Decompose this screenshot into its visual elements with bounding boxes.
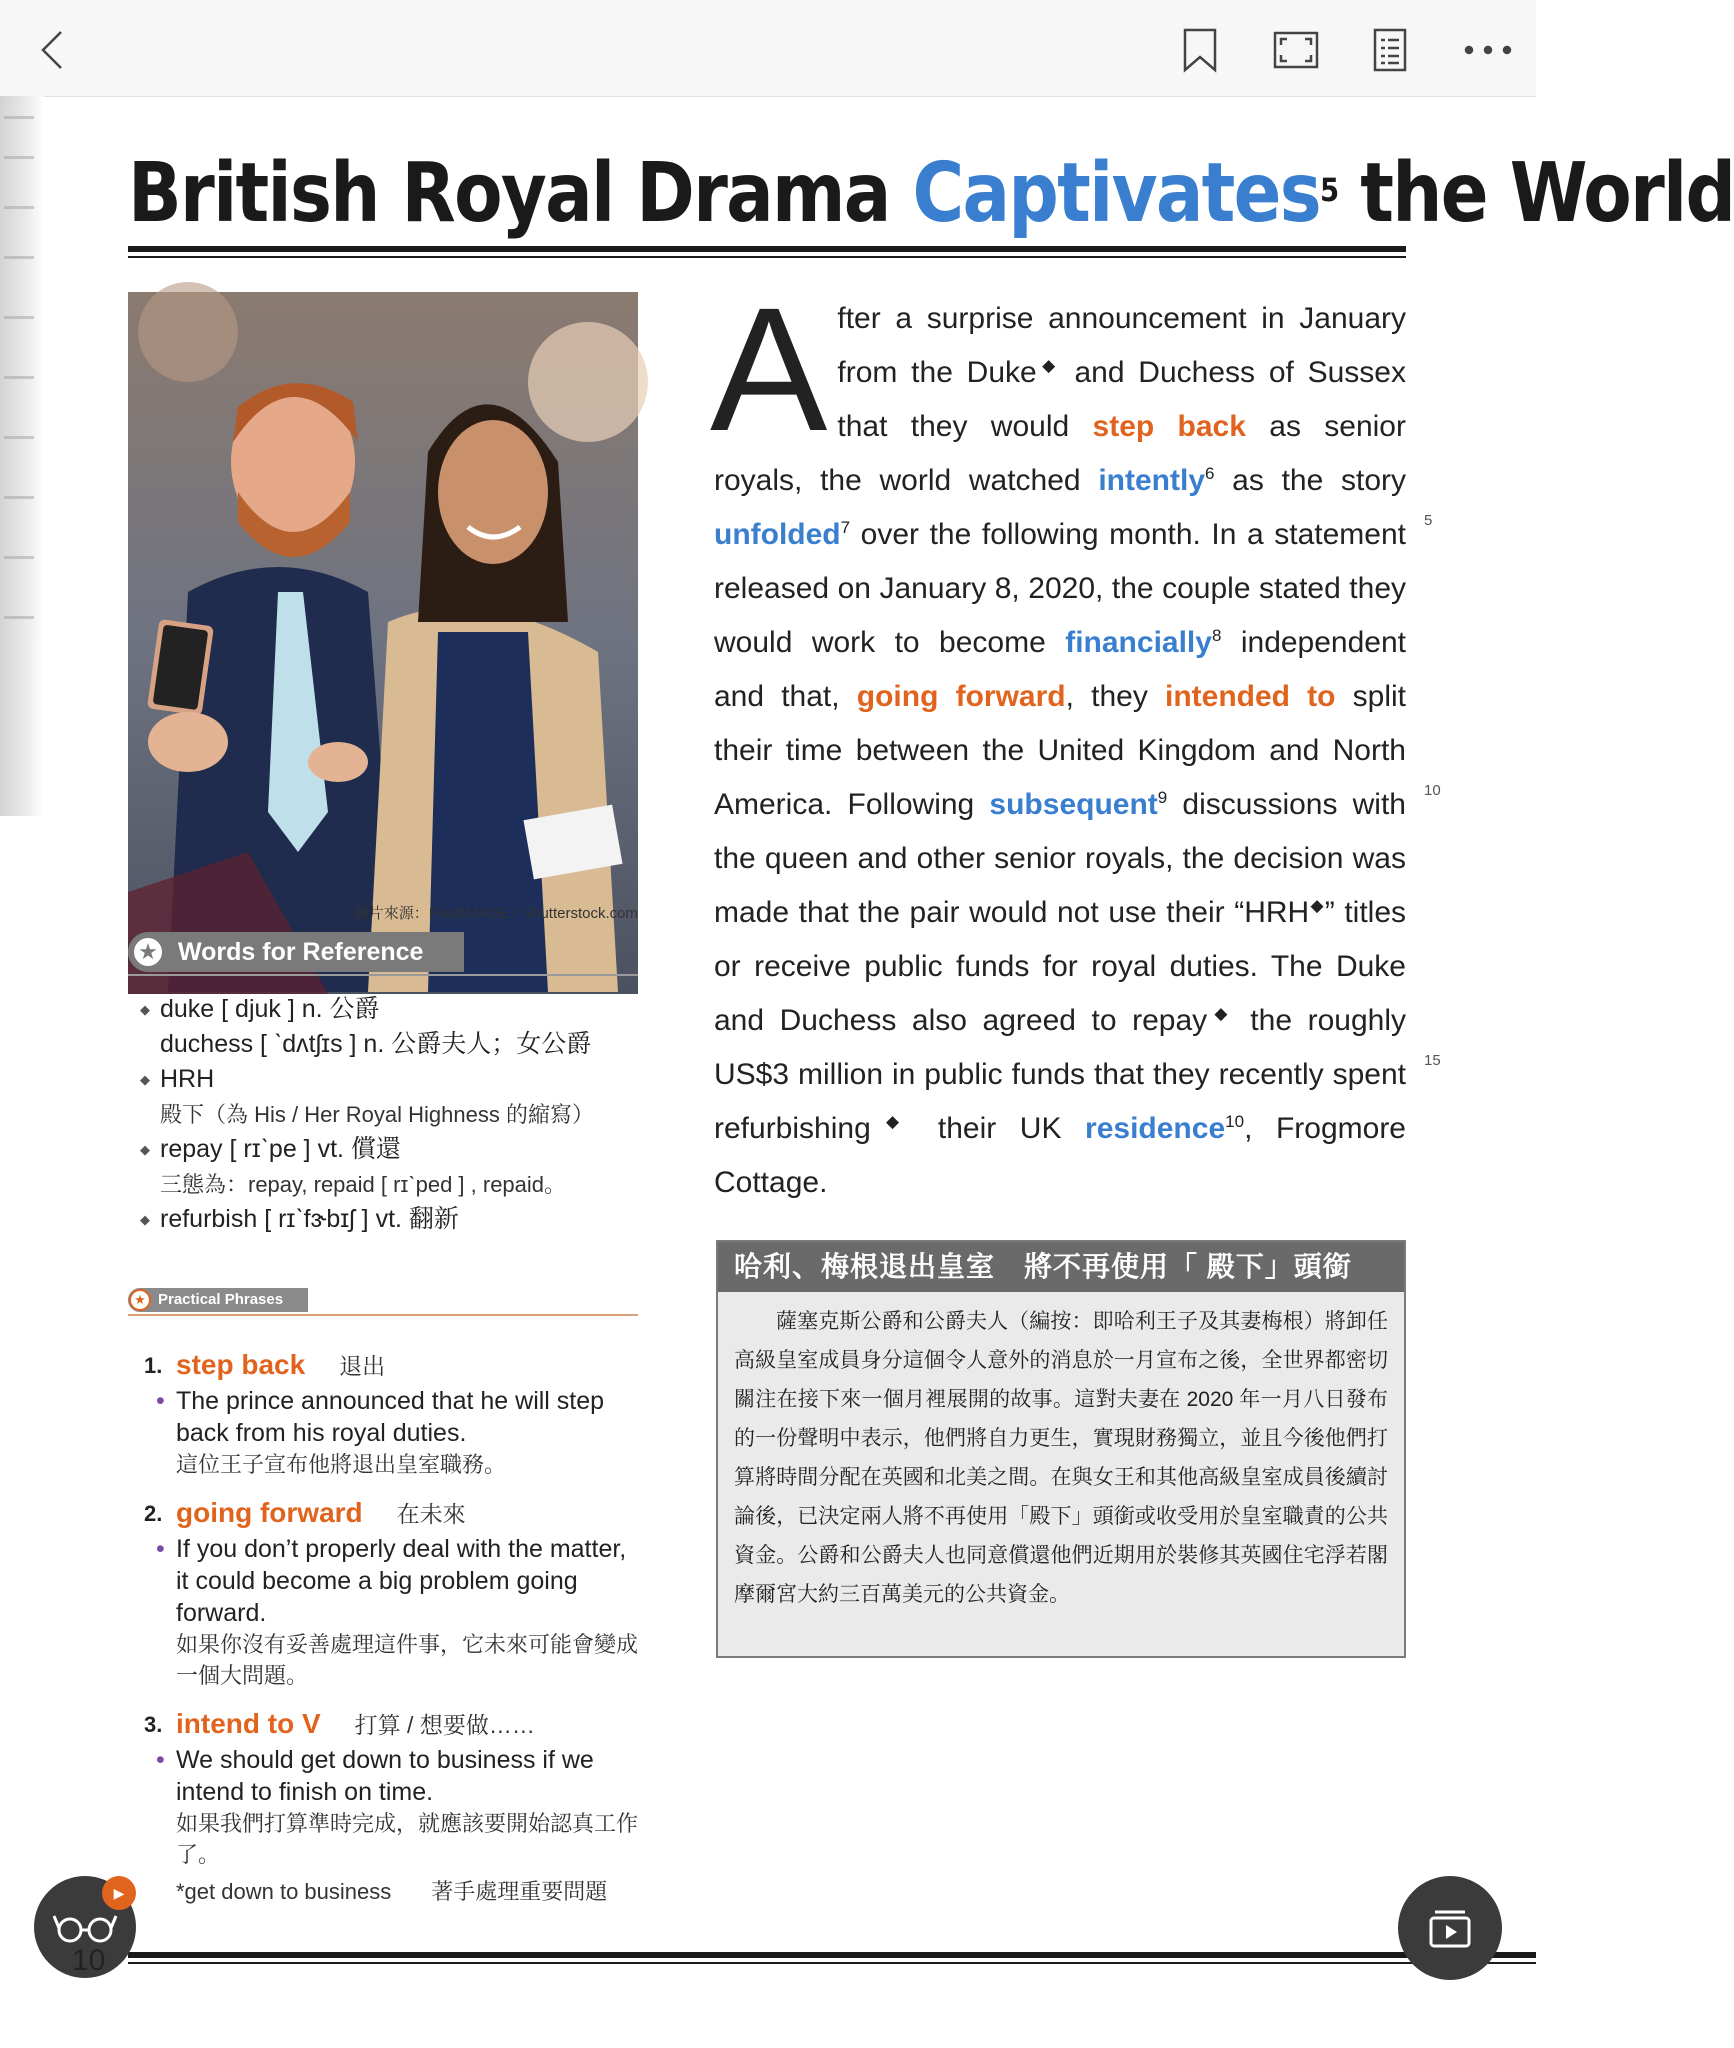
line-number: 15 [1424, 1052, 1441, 1069]
photo-credit: 圖片來源：FiledIMAGE / Shutterstock.com [353, 905, 638, 922]
bookmark-button[interactable] [1172, 22, 1228, 78]
magazine-page [0, 96, 1734, 2048]
list-icon [1373, 28, 1407, 72]
keyword-residence[interactable]: residence [1085, 1112, 1226, 1145]
star-icon: ★ [129, 1289, 151, 1311]
phrase-item: 1. step back 退出 • The prince announced that he will step back from his royal duties. 這位王子宣布他將退出皇室職務。 [144, 1346, 644, 1480]
vocab-item: ◆ repay [ rɪˋpe ] vt. 償還 三態為：repay, repaid [ rɪˋped ] , repaid。 [140, 1132, 640, 1202]
article-title: British Royal Drama Captivates$^5$ the World [128, 146, 1734, 241]
phrase-example: • The prince announced that he will step back from his royal duties. [176, 1385, 644, 1449]
translation-heading: 哈利、梅根退出皇室 將不再使用「 殿下」頭銜 [718, 1242, 1404, 1292]
play-icon[interactable]: ▶ [102, 1876, 136, 1910]
line-number: 10 [1424, 782, 1441, 799]
drop-cap: A [710, 272, 828, 468]
fullscreen-button[interactable] [1268, 22, 1324, 78]
practical-phrases-title: Practical Phrases [128, 1288, 308, 1312]
phrase-term: step back [176, 1349, 306, 1380]
translation-body: 薩塞克斯公爵和公爵夫人（編按：即哈利王子及其妻梅根）將卸任高級皇室成員身分這個令人意外的消息於一月宣布之後，全世界都密切關注在接下來一個月裡展開的故事。這對夫妻在 2020 年一月八日發布的一份聲明中表示，他們將自力更生，實現財務獨立，並且今後他們打算將時間分配在英國和北美之間。在與女王和其他高級皇室成員後續討論後，已決定兩人將不再使用「殿下」頭銜或收受用於皇室職責的公共資金。公爵和公爵夫人也同意償還他們近期用於裝修其英國住宅浮若閣摩爾宮大約三百萬美元的公共資金。 [734, 1310, 1388, 1606]
words-for-reference-title: Words for Reference [128, 932, 464, 972]
phrase-translation: 如果我們打算準時完成，就應該要開始認真工作了。 [176, 1811, 639, 1867]
keyword-financially[interactable]: financially [1065, 626, 1212, 659]
section-underline [128, 974, 638, 976]
title-divider [128, 246, 1406, 252]
media-player-icon [1425, 1906, 1475, 1950]
phrase-term: intend to V [176, 1708, 321, 1739]
bookmark-icon [1182, 27, 1218, 73]
keyword-unfolded[interactable]: unfolded [714, 518, 841, 551]
phrase-item: 3. intend to V 打算 / 想要做…… • We should get down to business if we intend to finish on time. 如果我們打算準時完成，就應該要開始認真工作了。 *get down to business 著手處理重要問題 [144, 1705, 644, 1908]
media-player-button[interactable] [1398, 1876, 1502, 1980]
phrase-term: going forward [176, 1497, 363, 1528]
phrase-list [144, 1346, 644, 1922]
words-for-reference-header [128, 932, 638, 972]
expand-icon [1273, 31, 1319, 69]
page-bottom-rule-thin [128, 1962, 1536, 1964]
star-icon: ★ [131, 935, 165, 969]
line-number: 5 [1424, 512, 1433, 529]
keyword-intently[interactable]: intently [1098, 464, 1205, 497]
keyword-subsequent[interactable]: subsequent [989, 788, 1158, 821]
title-divider-thin [128, 256, 1406, 258]
vocab-item: ◆ duke [ djuk ] n. 公爵 duchess [ ˋdʌtʃɪs ] n. 公爵夫人；女公爵 [140, 992, 640, 1062]
phrase-item: 2. going forward 在未來 • If you don’t properly deal with the matter, it could become a big problem going forward. 如果你沒有妥善處理這件事，它未來可能會變成一個大問題。 [144, 1494, 644, 1691]
top-toolbar [0, 0, 1536, 97]
vocab-item: ◆ refurbish [ rɪˋfɝbɪʃ ] vt. 翻新 [140, 1202, 640, 1237]
phrase-example: • If you don’t properly deal with the matter, it could become a big problem going forward. [176, 1533, 644, 1629]
back-button[interactable] [24, 22, 80, 78]
more-horizontal-icon [1463, 45, 1513, 55]
article-body: After a surprise announcement in January from the Duke◆ and Duchess of Sussex that they would step back as senior royals, the world watched intently$^6$ as the story unfolded$^7$ over the following month. In a statement released on January 8, 2020, the couple stated they would work to become financially$^8$ independent and that, going forward, they intended to split their time between the United Kingdom and North America. Following subsequent$^9$ discussions with the queen and other senior royals, the decision was made that the pair would not use their “HRH◆” titles or receive public funds for royal duties. The Duke and Duchess also agreed to repay◆ the roughly US$3 million in public funds that they recently spent refurbishing◆ their UK residence$^{10}$, Frogmore Cottage. [710, 272, 1407, 1199]
phrase-example: • We should get down to business if we intend to finish on time. [176, 1744, 644, 1808]
page-number: 10 [72, 1944, 106, 1977]
phrase-translation: 如果你沒有妥善處理這件事，它未來可能會變成一個大問題。 [176, 1632, 639, 1688]
vocabulary-list [140, 992, 640, 1237]
keyword-step-back[interactable]: step back [1092, 410, 1246, 443]
page-bottom-rule [128, 1952, 1536, 1958]
more-options-button[interactable] [1460, 22, 1516, 78]
phrase-translation: 這位王子宣布他將退出皇室職務。 [176, 1452, 507, 1477]
section-underline [128, 1314, 638, 1316]
keyword-intended-to[interactable]: intended to [1165, 680, 1336, 713]
practical-phrases-header [128, 1288, 638, 1314]
article-photo [128, 292, 638, 994]
vocab-item: ◆ HRH 殿下（為 His / Her Royal Highness 的縮寫） [140, 1062, 640, 1132]
keyword-going-forward[interactable]: going forward [856, 680, 1066, 713]
phrase-footnote: *get down to business 著手處理重要問題 [176, 1879, 608, 1904]
table-of-contents-button[interactable] [1362, 22, 1418, 78]
translation-box [716, 1240, 1406, 1658]
chevron-left-icon [37, 28, 67, 72]
title-keyword: Captivates [912, 146, 1321, 241]
